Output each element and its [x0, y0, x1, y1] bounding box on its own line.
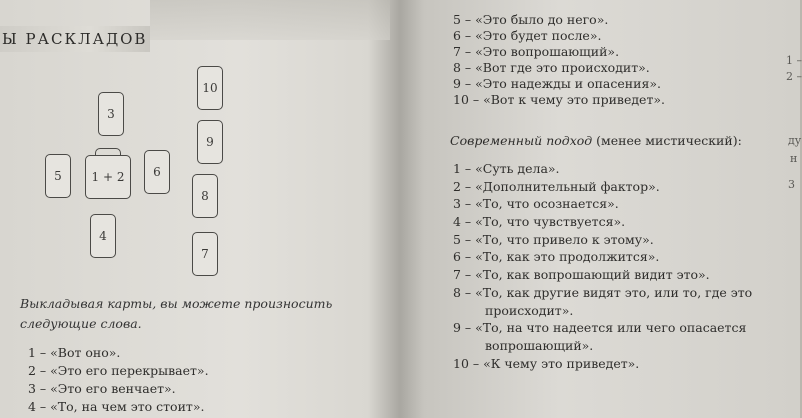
card-8: 8: [192, 174, 218, 218]
margin-note: н: [790, 152, 798, 165]
list-item: 6 – «То, как это продолжится».: [453, 249, 660, 265]
card-5: 5: [45, 154, 71, 198]
list-item: 7 – «Это вопрошающий».: [453, 44, 620, 59]
list-item: 8 – «Вот где это происходит».: [453, 60, 650, 75]
list-item: 3 – «Это его венчает».: [28, 381, 176, 396]
margin-note: 2 –: [786, 70, 802, 83]
list-item: 8 – «То, как другие видят это, или то, где это: [453, 284, 753, 300]
subheading-italic: Современный подход: [450, 133, 593, 148]
list-item: 7 – «То, как вопрошающий видит это».: [453, 267, 710, 283]
page-header-title: Ы РАСКЛАДОВ: [2, 30, 148, 48]
list-item: 9 – «Это надежды и опасения».: [453, 76, 661, 91]
margin-note: 1 –: [786, 54, 802, 67]
list-item: 10 – «К чему это приведет».: [453, 355, 640, 371]
list-item: 9 – «То, на что надеется или чего опасается: [453, 320, 747, 336]
margin-note: 3: [788, 178, 795, 191]
list-item: 2 – «Дополнительный фактор».: [453, 178, 660, 194]
caption-text: Выкладывая карты, вы можете произносить следующие слова.: [20, 296, 333, 331]
card-6: 6: [144, 150, 170, 194]
card-9: 9: [197, 120, 223, 164]
right-page: [400, 0, 800, 418]
card-10: 10: [197, 66, 223, 110]
left-item-list: [28, 344, 209, 416]
header-ornament: [150, 0, 390, 40]
card-4: 4: [90, 214, 116, 258]
list-item: 1 – «Вот оно».: [28, 345, 121, 360]
right-bottom-list: [453, 160, 752, 372]
card-7: 7: [192, 232, 218, 276]
list-item: 4 – «То, на чем это стоит».: [28, 399, 205, 414]
card-3: 3: [98, 92, 124, 136]
list-item: 6 – «Это будет после».: [453, 28, 602, 43]
card-1-2: 1 + 2: [85, 155, 131, 199]
subheading: [450, 133, 742, 148]
right-top-list: [453, 12, 665, 108]
list-item: 10 – «Вот к чему это приведет».: [453, 92, 665, 107]
left-page: [0, 0, 400, 418]
margin-note: ду: [788, 134, 802, 147]
list-item-continuation: происходит».: [485, 302, 574, 318]
list-item: 5 – «То, что привело к этому».: [453, 231, 654, 247]
subheading-rest: (менее мистический):: [592, 133, 742, 148]
list-item: 3 – «То, что осознается».: [453, 196, 619, 212]
list-item: 2 – «Это его перекрывает».: [28, 363, 209, 378]
list-item-continuation: вопрошающий».: [485, 337, 594, 353]
list-item: 5 – «Это было до него».: [453, 12, 609, 27]
list-item: 1 – «Суть дела».: [453, 161, 560, 176]
list-item: 4 – «То, что чувствуется».: [453, 214, 626, 230]
